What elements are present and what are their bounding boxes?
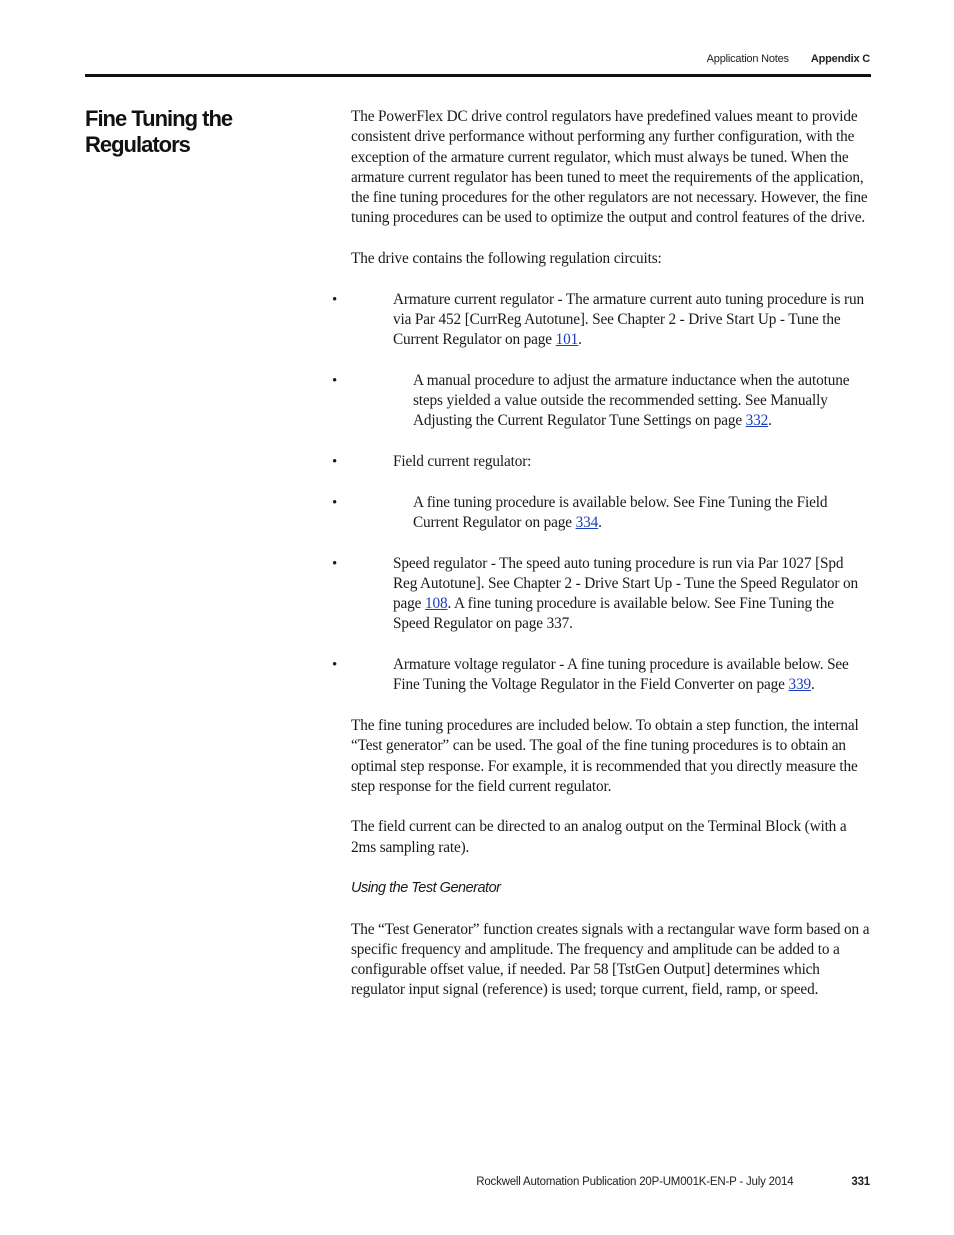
list-item: • Speed regulator - The speed auto tuning procedure is run via Par 1027 [Spd Reg Autotune]. See Chapter 2 - Drive Start Up - Tune the Speed Regulator on page 108. A fine tuning procedure is available below. See Fine Tuning the Speed Regulator on page 337. [351,554,871,635]
page-link-108[interactable]: 108 [424,595,448,613]
header-appendix: Appendix C [810,53,870,65]
page-link-101[interactable]: 101 [555,331,579,349]
list-item: • A manual procedure to adjust the armature inductance when the autotune steps yielded a value outside the recommended setting. See Manually Adjusting the Current Regulator Tune Settings on page 332. [351,371,871,432]
field-current-paragraph: The field current can be directed to an analog output on the Terminal Block (with a 2ms sampling rate). [351,818,847,856]
running-header [707,53,870,65]
circuits-intro: The drive contains the following regulation circuits: [351,250,662,268]
page-number: 331 [851,1176,870,1188]
body-content [351,107,871,1021]
intro-paragraph: The PowerFlex DC drive control regulators have predefined values meant to provide consistent drive performance without performing any further configuration, with the exception of the armature current regulator, which must always be tuned. When the armature current regulator has been tuned to meet the requirements of the application, the fine tuning procedures for the other regulators are not necessary. However, the fine tuning procedures can be used to optimize the output and control features of the drive. [351,108,868,227]
header-rule [85,74,871,77]
list-item: • A fine tuning procedure is available below. See Fine Tuning the Field Current Regulator on page 334. [351,493,871,534]
footer-publication: Rockwell Automation Publication 20P-UM001K-EN-P - July 2014 [476,1176,794,1188]
procedures-paragraph: The fine tuning procedures are included below. To obtain a step function, the internal “Test generator” can be used. The goal of the fine tuning procedures is to obtain an optimal step response. For example, it is recommended that you directly measure the step response for the field current regulator. [351,716,859,795]
list-item: • Armature voltage regulator - A fine tuning procedure is available below. See Fine Tuning the Voltage Regulator in the Field Converter on page 339. [351,655,871,696]
page-link-339[interactable]: 339 [788,676,811,694]
subheading-test-generator: Using the Test Generator [351,880,501,897]
list-item: • Armature current regulator - The armature current auto tuning procedure is run via Par 452 [CurrReg Autotune]. See Chapter 2 - Drive Start Up - Tune the Current Regulator on page 101. [351,290,871,351]
section-title: Fine Tuning the Regulators [85,106,233,157]
page-footer [476,1176,870,1188]
header-section: Application Notes [706,53,789,65]
page-link-332[interactable]: 332 [745,412,769,430]
regulation-circuits-list [351,290,871,696]
test-generator-paragraph: The “Test Generator” function creates signals with a rectangular wave form based on a specific frequency and amplitude. The frequency and amplitude can be added to a configurable offset value, if needed. Par 58 [TstGen Output] determines which regulator input signal (reference) is used; torque current, field, ramp, or speed. [351,920,870,999]
list-item: • Field current regulator: [351,452,871,472]
page-link-334[interactable]: 334 [575,513,599,531]
